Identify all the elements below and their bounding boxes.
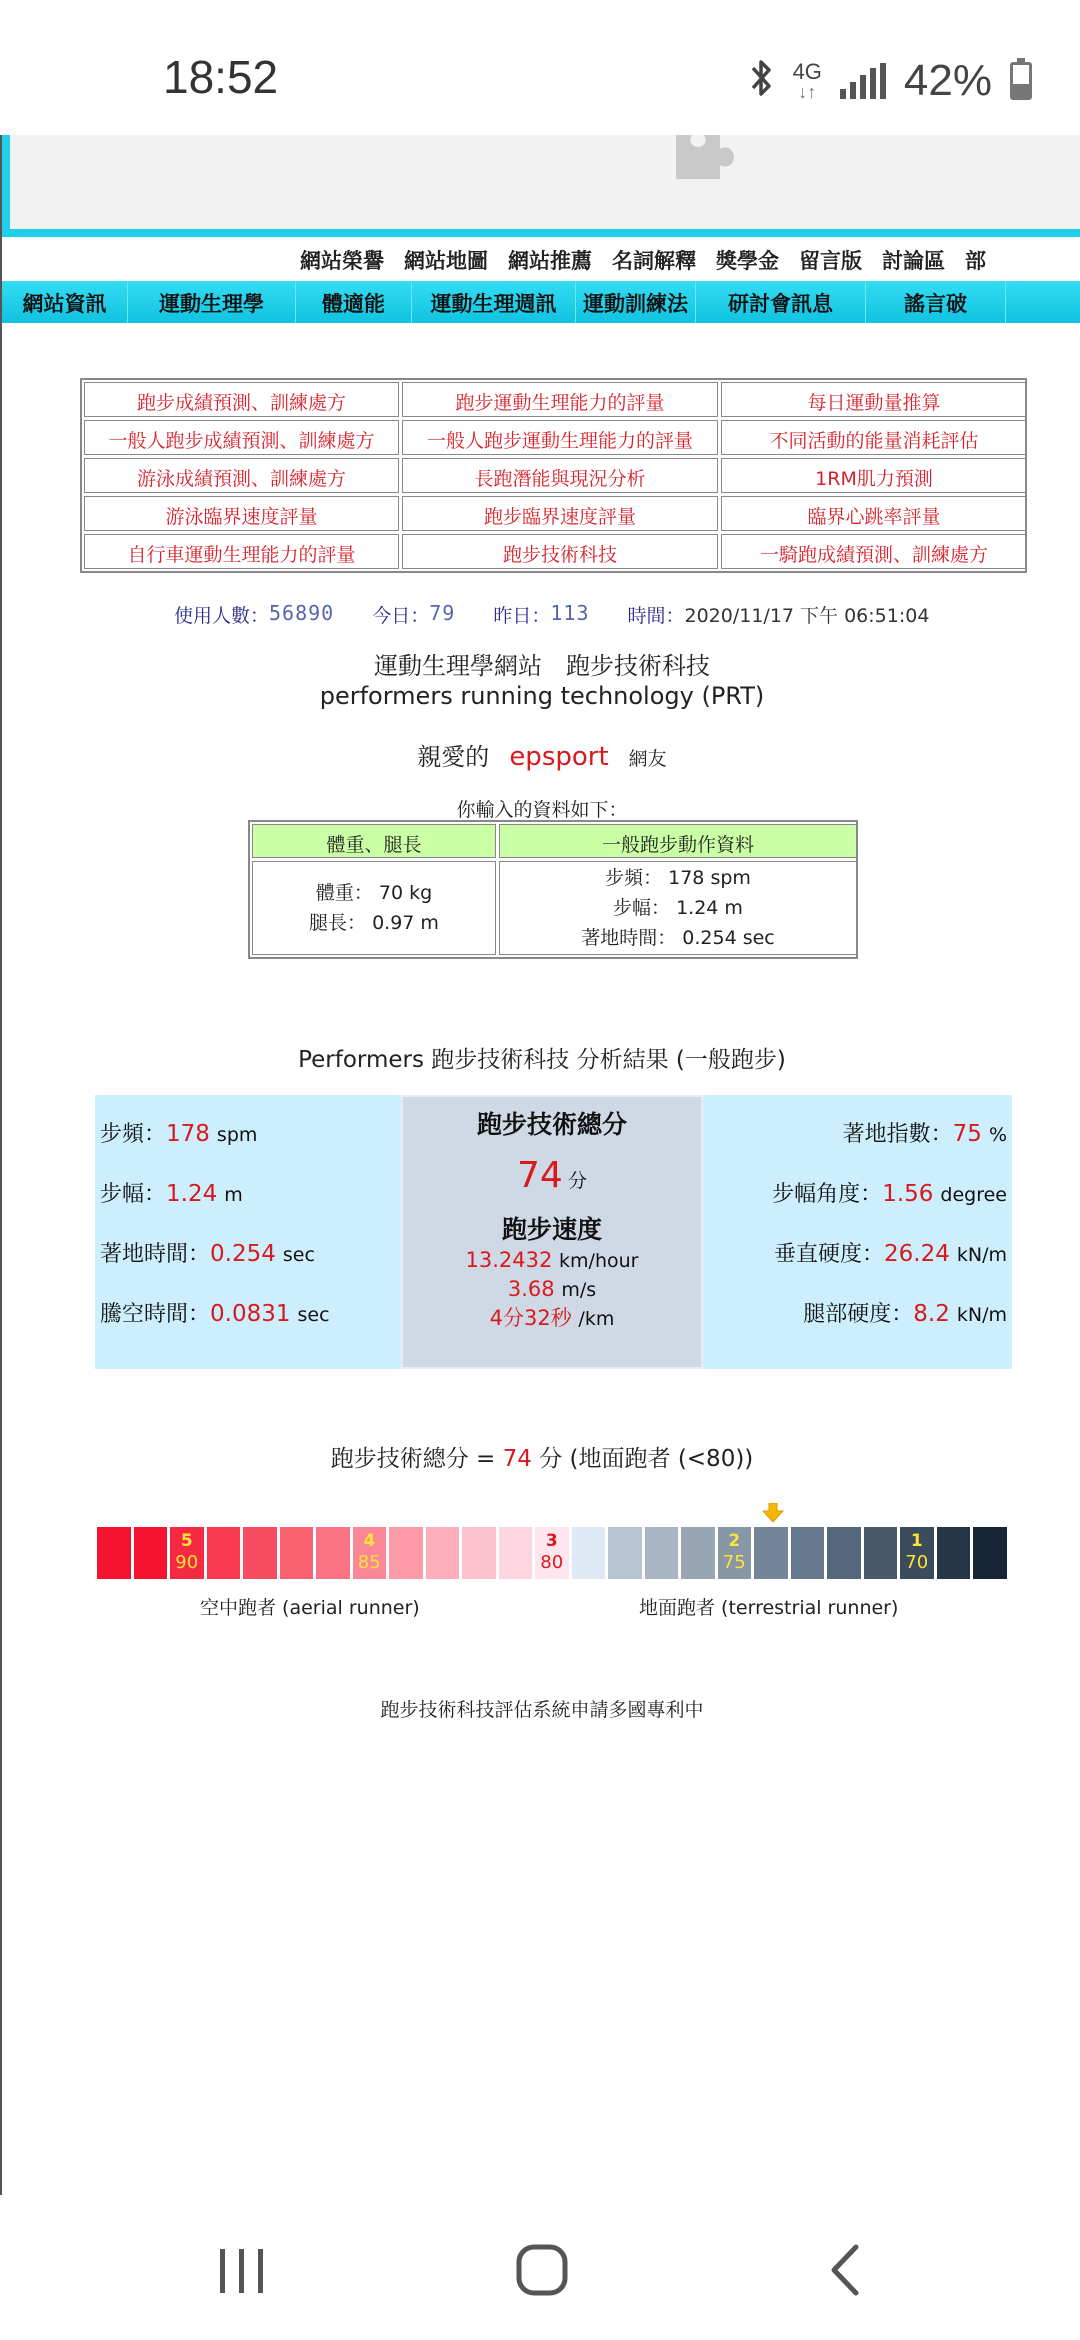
scale-label-terrestrial: 地面跑者 (terrestrial runner) (639, 1597, 899, 1619)
metric-label: 步幅： (100, 1182, 167, 1207)
network-type: 4G (792, 59, 822, 84)
banner (2, 135, 1080, 237)
metric-unit: m (224, 1184, 243, 1206)
top-nav-link[interactable]: 獎學金 (716, 248, 779, 273)
input-body-cell (252, 861, 496, 955)
metric-value: 8.2 (913, 1301, 950, 1327)
users-value: 56890 (269, 601, 335, 625)
score-line (403, 1155, 701, 1196)
tool-link[interactable]: 一般人跑步成績預測、訓練處方 (84, 420, 399, 455)
top-nav-link[interactable]: 留言版 (799, 248, 862, 273)
tool-link[interactable]: 跑步臨界速度評量 (402, 496, 718, 531)
greeting (2, 737, 1080, 772)
scale-box (462, 1527, 496, 1579)
scale-box (134, 1527, 168, 1579)
speed-kmh-unit: km/hour (559, 1250, 639, 1272)
tool-link[interactable]: 每日運動量推算 (721, 382, 1027, 417)
scale-box (608, 1527, 642, 1579)
metric-unit: kN/m (956, 1304, 1007, 1326)
home-icon[interactable] (497, 2237, 587, 2303)
input-cadence: 步頻： 178 spm (605, 867, 751, 889)
scale-label-aerial: 空中跑者 (aerial runner) (200, 1597, 420, 1619)
speed-kmh (403, 1246, 701, 1275)
result-left-column (100, 1095, 400, 1335)
metric-label: 步頻： (100, 1122, 167, 1147)
tool-link[interactable]: 臨界心跳率評量 (721, 496, 1027, 531)
web-page (0, 135, 1080, 2195)
pace-value: 4分32秒 (489, 1306, 572, 1330)
result-metric (100, 1275, 400, 1335)
menu-item[interactable]: 運動生理週訊 (412, 281, 576, 323)
metric-unit: sec (297, 1304, 330, 1326)
yesterday-value: 113 (550, 601, 590, 625)
scale-box (207, 1527, 241, 1579)
score-value: 74 (517, 1155, 563, 1196)
scale-box (316, 1527, 350, 1579)
metric-label: 著地時間： (100, 1242, 211, 1267)
speed-heading: 跑步速度 (501, 1215, 602, 1244)
status-icons (749, 56, 1032, 106)
page-title (2, 651, 1080, 711)
scale-box (572, 1527, 606, 1579)
tool-link[interactable]: 長跑潛能與現況分析 (402, 458, 718, 493)
result-metric (702, 1215, 1007, 1275)
speed-ms-value: 3.68 (507, 1277, 555, 1301)
tool-link[interactable]: 跑步成績預測、訓練處方 (84, 382, 399, 417)
result-metric (100, 1215, 400, 1275)
scale-box (864, 1527, 898, 1579)
runner-type-scale (97, 1527, 1007, 1579)
top-nav-link[interactable]: 網站榮譽 (300, 248, 384, 273)
result-panel (95, 1095, 1012, 1369)
scale-box (754, 1527, 788, 1579)
back-icon[interactable] (800, 2237, 890, 2303)
menu-item[interactable]: 研討會訊息 (696, 281, 866, 323)
tool-link[interactable]: 自行車運動生理能力的評量 (84, 534, 399, 569)
scale-box (353, 1527, 387, 1579)
pace-unit: /km (578, 1308, 615, 1330)
speed-ms (403, 1275, 701, 1304)
metric-value: 26.24 (884, 1241, 950, 1267)
scale-box (389, 1527, 423, 1579)
scale-box (718, 1527, 752, 1579)
metric-label: 騰空時間： (100, 1302, 211, 1327)
metric-value: 1.56 (882, 1181, 934, 1207)
battery-icon (1010, 62, 1032, 100)
tool-link[interactable]: 跑步運動生理能力的評量 (402, 382, 718, 417)
metric-value: 0.254 (210, 1241, 276, 1267)
data-arrows-icon: ↓↑ (798, 82, 817, 102)
scale-box (937, 1527, 971, 1579)
metric-unit: kN/m (956, 1244, 1007, 1266)
network-indicator (793, 61, 822, 101)
top-nav-link[interactable]: 名詞解釋 (612, 248, 696, 273)
arrow-down-marker-icon (762, 1503, 784, 1523)
scale-box (645, 1527, 679, 1579)
top-nav-link[interactable]: 討論區 (882, 248, 945, 273)
scale-level: 3 (545, 1531, 558, 1551)
input-running-cell (499, 861, 857, 955)
menu-item[interactable]: 運動生理學 (128, 281, 296, 323)
top-nav (300, 245, 986, 275)
speed-ms-unit: m/s (561, 1279, 597, 1301)
link-table (80, 378, 1027, 573)
status-bar (0, 0, 1080, 135)
greeting-user: epsport (509, 742, 609, 772)
tool-link[interactable]: 1RM肌力預測 (721, 458, 1027, 493)
tool-link[interactable]: 一般人跑步運動生理能力的評量 (402, 420, 718, 455)
today-label: 今日： (372, 605, 430, 627)
menu-bar (2, 281, 1080, 323)
result-metric (100, 1095, 400, 1155)
metric-value: 75 (952, 1121, 982, 1147)
scale-box (791, 1527, 825, 1579)
menu-item[interactable]: 謠言破 (866, 281, 1006, 323)
speed-kmh-value: 13.2432 (465, 1248, 553, 1272)
input-caption: 你輸入的資料如下： (456, 799, 628, 821)
scale-threshold: 75 (722, 1552, 746, 1573)
menu-item[interactable]: 體適能 (296, 281, 412, 323)
result-metric (702, 1095, 1007, 1155)
scale-box (499, 1527, 533, 1579)
input-table (248, 820, 858, 959)
top-nav-link[interactable]: 部 (965, 248, 986, 273)
top-nav-link[interactable]: 網站地圖 (404, 248, 488, 273)
menu-item[interactable]: 網站資訊 (2, 281, 128, 323)
visitor-counters (174, 601, 929, 628)
scale-level: 2 (728, 1531, 741, 1551)
scale-box (426, 1527, 460, 1579)
greeting-prefix: 親愛的 (417, 743, 490, 771)
scale-box (535, 1527, 569, 1579)
scale-box (280, 1527, 314, 1579)
title-line-1: 運動生理學網站 跑步技術科技 (374, 652, 710, 680)
users-label: 使用人數： (174, 605, 270, 627)
time-label: 時間： (627, 605, 685, 627)
puzzle-piece-icon (670, 135, 736, 183)
metric-label: 腿部硬度： (803, 1302, 914, 1327)
input-contact: 著地時間： 0.254 sec (581, 927, 775, 949)
tool-link[interactable]: 游泳成績預測、訓練處方 (84, 458, 399, 493)
time-value: 2020/11/17 下午 06:51:04 (684, 605, 930, 627)
result-metric (702, 1155, 1007, 1215)
summary-prefix: 跑步技術總分 = (330, 1446, 503, 1472)
result-right-column (702, 1095, 1007, 1335)
metric-unit: sec (282, 1244, 315, 1266)
recent-apps-icon[interactable] (196, 2237, 286, 2303)
input-weight: 體重： 70 kg (315, 882, 433, 904)
scale-threshold: 85 (357, 1552, 381, 1573)
greeting-suffix: 網友 (628, 748, 667, 770)
title-line-2: performers running technology (PRT) (319, 682, 765, 710)
clock: 18:52 (163, 51, 279, 103)
metric-value: 1.24 (166, 1181, 218, 1207)
metric-value: 178 (166, 1121, 210, 1147)
scale-level: 4 (363, 1531, 376, 1551)
scale-box (97, 1527, 131, 1579)
scale-box (243, 1527, 277, 1579)
scale-box (170, 1527, 204, 1579)
metric-label: 垂直硬度： (773, 1242, 884, 1267)
metric-label: 著地指數： (842, 1122, 953, 1147)
result-metric (702, 1275, 1007, 1335)
scale-box (681, 1527, 715, 1579)
today-value: 79 (429, 601, 456, 625)
metric-unit: % (988, 1124, 1007, 1146)
result-metric (100, 1155, 400, 1215)
input-header-running: 一般跑步動作資料 (499, 824, 857, 858)
yesterday-label: 昨日： (493, 605, 551, 627)
scale-level: 5 (180, 1531, 193, 1551)
score-heading: 跑步技術總分 (476, 1110, 627, 1139)
tool-link[interactable]: 跑步技術科技 (402, 534, 718, 569)
summary-score: 74 (502, 1446, 532, 1472)
scale-threshold: 90 (175, 1552, 199, 1573)
system-nav-bar (0, 2195, 1080, 2340)
input-stride: 步幅： 1.24 m (613, 897, 743, 919)
scale-threshold: 70 (905, 1552, 929, 1573)
score-unit: 分 (567, 1170, 587, 1192)
top-nav-link[interactable]: 網站推薦 (508, 248, 592, 273)
score-summary (2, 1440, 1080, 1473)
tool-link[interactable]: 游泳臨界速度評量 (84, 496, 399, 531)
patent-note: 跑步技術科技評估系統申請多國專利中 (380, 1699, 704, 1721)
scale-box (900, 1527, 934, 1579)
summary-suffix: 分 (地面跑者 (<80)) (531, 1446, 754, 1472)
pace (403, 1304, 701, 1333)
tool-link[interactable]: 一騎跑成績預測、訓練處方 (721, 534, 1027, 569)
metric-unit: degree (940, 1184, 1007, 1206)
metric-unit: spm (216, 1124, 258, 1146)
scale-box (973, 1527, 1007, 1579)
signal-icon (840, 63, 886, 99)
scale-level: 1 (910, 1531, 923, 1551)
metric-label: 步幅角度： (772, 1182, 883, 1207)
battery-percent: 42% (903, 56, 992, 105)
bluetooth-icon (749, 58, 775, 105)
metric-value: 0.0831 (210, 1301, 291, 1327)
result-center-column (401, 1095, 703, 1369)
tool-link[interactable]: 不同活動的能量消耗評估 (721, 420, 1027, 455)
result-title: Performers 跑步技術科技 分析結果 (一般跑步) (298, 1047, 786, 1073)
menu-item[interactable]: 運動訓練法 (576, 281, 696, 323)
input-header-body: 體重、腿長 (252, 824, 496, 858)
input-leg: 腿長： 0.97 m (309, 912, 439, 934)
scale-box (827, 1527, 861, 1579)
scale-threshold: 80 (540, 1552, 564, 1573)
